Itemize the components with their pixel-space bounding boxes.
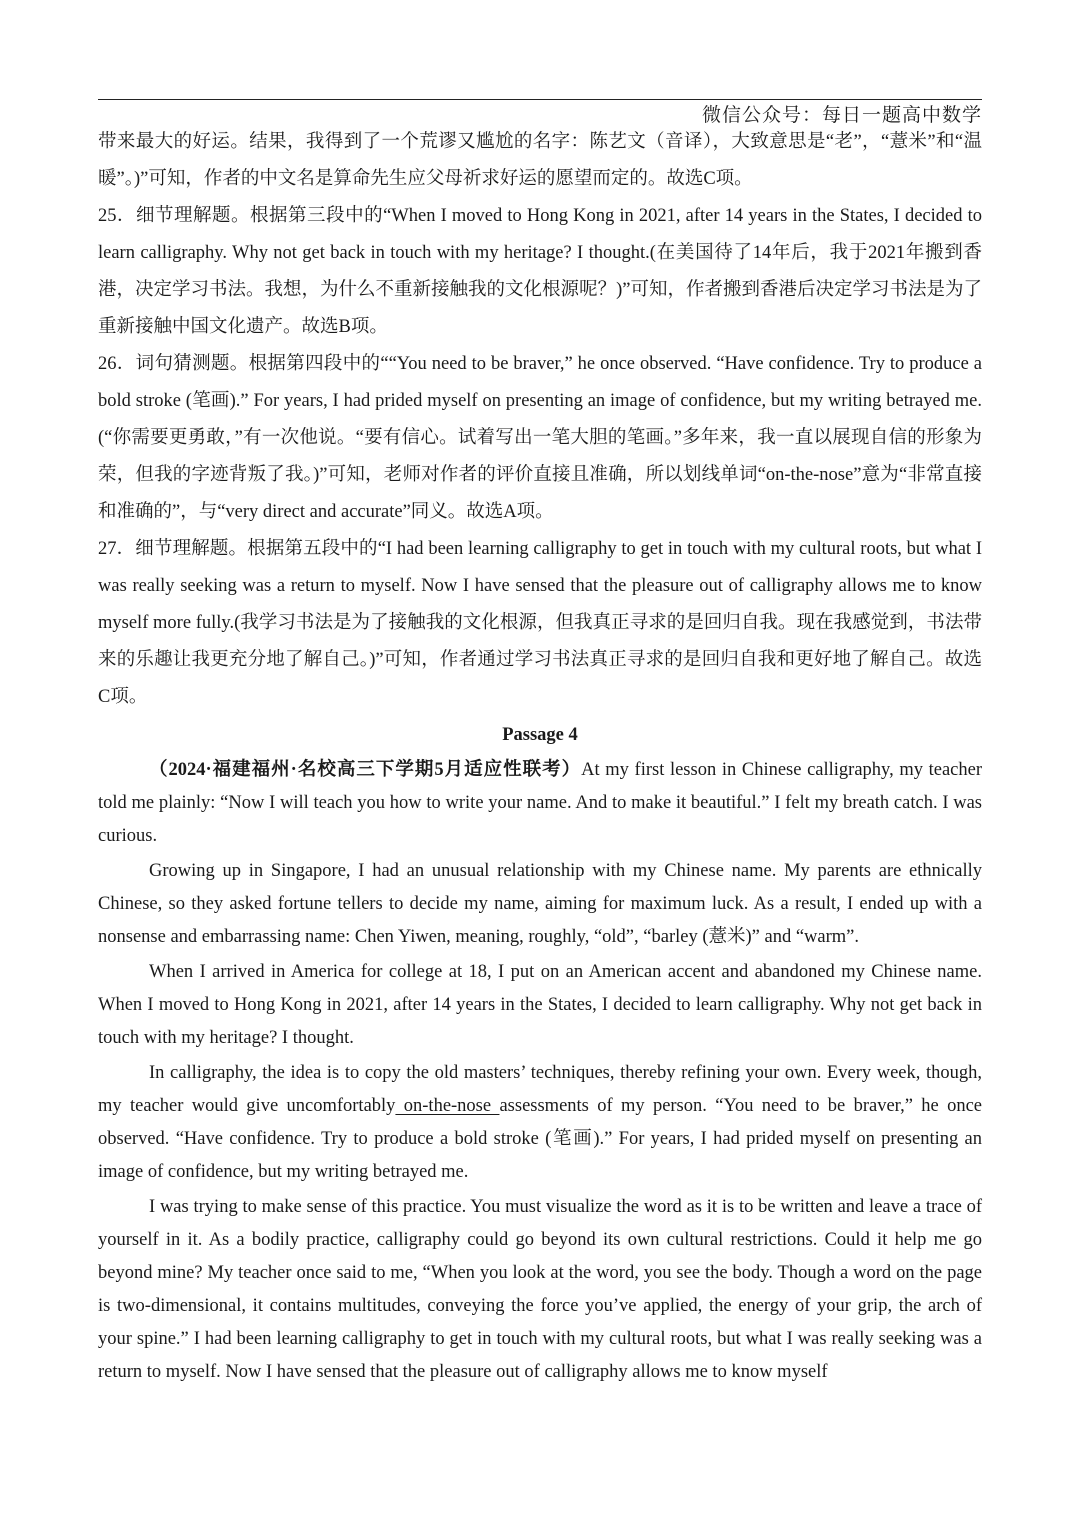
answer-27: 27．细节理解题。根据第五段中的“I had been learning calligraphy to get in touch with my cultural roots, but what I was really seeking was a return to myself. Now I have sensed that the pleasure out of calligraphy allows me to know myself more fully.(我学习书法是为了接触我的文化根源，但我真正寻求的是回归自我。现在我感觉到，书法带来的乐趣让我更充分地了解自己。)”可知，作者通过学习书法真正寻求的是回归自我和更好地了解自己。故选C项。: [98, 539, 982, 707]
passage-paragraph-4: [98, 1057, 982, 1189]
passage-source: （2024·福建福州·名校高三下学期5月适应性联考）: [149, 760, 582, 780]
page-content: [98, 124, 982, 1389]
header-wechat-account: 微信公众号：每日一题高中数学: [701, 104, 982, 126]
answer-25: 25．细节理解题。根据第三段中的“When I moved to Hong Kong in 2021, after 14 years in the States, I decided to learn calligraphy. Why not get back in touch with my heritage? I thought.(在美国待了14年后，我于2021年搬到香港，决定学习书法。我想，为什么不重新接触我的文化根源呢？)”可知，作者搬到香港后决定学习书法是为了重新接触中国文化遗产。故选B项。: [98, 206, 982, 337]
passage-title: Passage 4: [502, 725, 578, 745]
passage-paragraph-2: Growing up in Singapore, I had an unusual relationship with my Chinese name. My parents are ethnically Chinese, so they asked fortune tellers to decide my name, aiming for maximum luck. As a result, I ended up with a nonsense and embarrassing name: Chen Yiwen, meaning, roughly, “old”, “barley (薏米)” and “warm”.: [98, 861, 982, 947]
passage-paragraph-5: I was trying to make sense of this practice. You must visualize the word as it is to be written and leave a trace of yourself in it. As a bodily practice, calligraphy could go beyond its own cultural restrictions. Could it help me go beyond mine? My teacher once said to me, “When you look at the word, you see the body. Though a word on the page is two-dimensional, it contains multitudes, conveying the force you’ve applied, the energy of your grip, the arch of your spine.” I had been learning calligraphy to get in touch with my cultural roots, but what I was really seeking was a return to myself. Now I have sensed that the pleasure out of calligraphy allows me to know myself: [98, 1197, 982, 1382]
passage-paragraph-4-after: assessments of my person. “You need to be braver,” he once observed. “Have confidence. Try to produce a bold stroke (笔画).” For years, I had prided myself on presenting an image of confidence, but my writing betrayed me.: [98, 1096, 982, 1182]
passage-paragraph-3: When I arrived in America for college at 18, I put on an American accent and abandoned my Chinese name. When I moved to Hong Kong in 2021, after 14 years in the States, I decided to learn calligraphy. Why not get back in touch with my heritage? I thought.: [98, 962, 982, 1048]
passage-paragraph-1-text: At my first lesson in Chinese calligraphy, my teacher told me plainly: “Now I will teach you how to write your name. And to make it beautiful.” I felt my breath catch. I was curious.: [98, 760, 983, 846]
underlined-term: on-the-nose: [395, 1096, 500, 1116]
answer-26: 26．词句猜测题。根据第四段中的““You need to be braver,” he once observed. “Have confidence. Try to produce a bold stroke (笔画).” For years, I had prided myself on presenting an image of confidence, but my writing betrayed me. (“你需要更勇敢，”有一次他说。“要有信心。试着写出一笔大胆的笔画。”多年来，我一直以展现自信的形象为荣，但我的字迹背叛了我。)”可知，老师对作者的评价直接且准确，所以划线单词“on-the-nose”意为“非常直接和准确的”，与“very direct and accurate”同义。故选A项。: [98, 354, 982, 522]
passage-paragraph-1: [98, 754, 982, 853]
passage-paragraph-4-before: In calligraphy, the idea is to copy the old masters’ techniques, thereby refining your own. Every week, though, my teacher would give uncomfortably: [98, 1063, 982, 1116]
answer-continuation: 带来最大的好运。结果，我得到了一个荒谬又尴尬的名字：陈艺文（音译），大致意思是“老”，“薏米”和“温暖”。)”可知，作者的中文名是算命先生应父母祈求好运的愿望而定的。故选C项。: [98, 132, 982, 189]
header-divider: [98, 99, 982, 100]
